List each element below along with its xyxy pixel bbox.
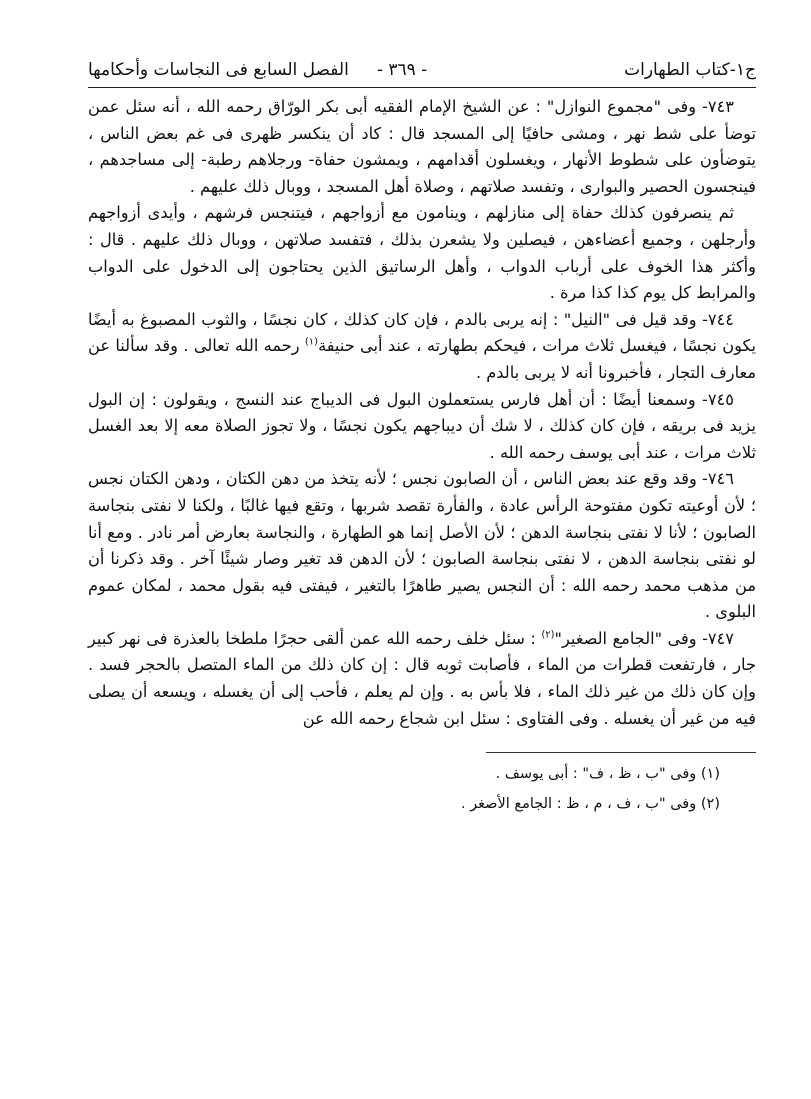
footnote-2-marker: (٢) — [700, 796, 720, 813]
footnote-1-marker: (١) — [700, 766, 720, 783]
footnote-1 — [88, 759, 720, 789]
footnote-divider — [486, 752, 756, 753]
footnote-2 — [88, 789, 720, 819]
volume-book-title: ج١-كتاب الطهارات — [624, 60, 756, 80]
paragraph-744-part-1: ٧٤٤- وقد قيل فى "النيل" : إنه يربى بالدم ، فإن كان كذلك ، كان نجسًا ، والثوب المصبوغ به أيضًا يكون نجسًا ، فيغسل ثلاث مرات ، فيحكم بطهارته ، عند أبى حنيفة — [88, 309, 756, 356]
paragraph-744-part-2: رحمه الله تعالى . وقد سألنا عن معارف التجار ، فأخبرونا أنه لا يربى بالدم . — [88, 336, 756, 382]
chapter-title: الفصل السابع فى النجاسات وأحكامها — [88, 60, 349, 80]
paragraph-743: ٧٤٣- وفى "مجموع النوازل" : عن الشيخ الإمام الفقيه أبى بكر الورّاق رحمه الله ، أنه سئل عمن توضأ على شط نهر ، ومشى حافيًا إلى المسجد قال : كاد أن ينكسر ظهرى فى غم بعض الناس ، يتوضأون على شطوط الأنهار ، ويغسلون أقدامهم ، ويمشون حفاة- ورجلاهم رطبة- إلى مساجدهم ، فينجسون الحصير والبوارى ، وتفسد صلاتهم ، وصلاة أهل المسجد ، ووبال ذلك عليهم . — [88, 97, 756, 196]
paragraph-747 — [88, 626, 756, 732]
book-page — [88, 56, 756, 819]
running-header — [88, 56, 756, 88]
footnote-1-text: وفى "ب ، ظ ، ف" : أبى يوسف . — [495, 766, 697, 783]
footnotes — [88, 759, 756, 819]
footnote-2-text: وفى "ب ، ف ، م ، ظ : الجامع الأصغر . — [460, 796, 697, 813]
paragraph-743-continued: ثم ينصرفون كذلك حفاة إلى منازلهم ، وينامون مع أزواجهم ، فيتنجس فرشهم ، وأيدى أزواجهم وأرجلهن ، وجميع أعضاءهن ، فيصلين ولا يشعرن بذلك ، فتفسد صلاتهن ، ووبال ذلك عليهم . قال : وأكثر هذا الخوف على أرباب الدواب ، وأهل الرساتيق الذين يحتاجون إلى الدخول على الدواب والمرابط كل يوم كذا كذا مرة . — [88, 203, 756, 303]
page-number: - ٣٦٩ - — [376, 60, 428, 80]
footnote-ref-1[interactable]: (١) — [304, 336, 319, 348]
paragraph-745: ٧٤٥- وسمعنا أيضًا : أن أهل فارس يستعملون البول فى الديباج عند النسج ، ويقولون : إن البول يزيد فى بريقه ، فإن كان كذلك ، لا شك أن ديباجهم يكون نجسًا ، ولا تجوز الصلاة معه إلا بعد الغسل ثلاث مرات ، عند أبى يوسف رحمه الله . — [88, 389, 756, 462]
paragraph-744 — [88, 307, 756, 387]
header-left-group — [88, 56, 427, 84]
paragraph-746: ٧٤٦- وقد وقع عند بعض الناس ، أن الصابون نجس ؛ لأنه يتخذ من دهن الكتان ، ودهن الكتان نجس ؛ لأن أوعيته تكون مفتوحة الرأس عادة ، والفأرة تقصد شربها ، وتقع فيها غالبًا ، ولكنا لا نفتى بنجاسة الصابون ؛ لأنا لا نفتى بنجاسة الدهن ؛ لأن الأصل إنما هو الطهارة ، والنجاسة بعارض أمر نادر . ومع أنا لو نفتى بنجاسة الدهن ، لا نفتى بنجاسة الصابون ؛ لأن الدهن قد تغير وصار شيئًا آخر . وقد ذكرنا أن من مذهب محمد رحمه الله : أن النجس يصير طاهرًا بالتغير ، فيفتى فيه بقول محمد ، لمكان عموم البلوى . — [88, 469, 756, 622]
paragraph-747-part-2: : سئل خلف رحمه الله عمن ألقى حجرًا ملطخا بالعذرة فى نهر كبير جار ، فارتفعت قطرات من الماء ، فأصابت ثوبه قال : إن كان ذلك من الماء المتصل بالحجر فسد . وإن كان ذلك من غير ذلك الماء ، فلا بأس به . وإن لم يعلم ، فأحب إلى أن يغسله ، ويسعه أن يصلى فيه من غير أن يغسله . وفى الفتاوى : سئل ابن شجاع رحمه الله عن — [88, 628, 756, 728]
paragraph-747-part-1: ٧٤٧- وفى "الجامع الصغير" — [554, 628, 735, 648]
main-text — [88, 94, 756, 732]
footnote-ref-2[interactable]: (٢) — [541, 629, 555, 641]
